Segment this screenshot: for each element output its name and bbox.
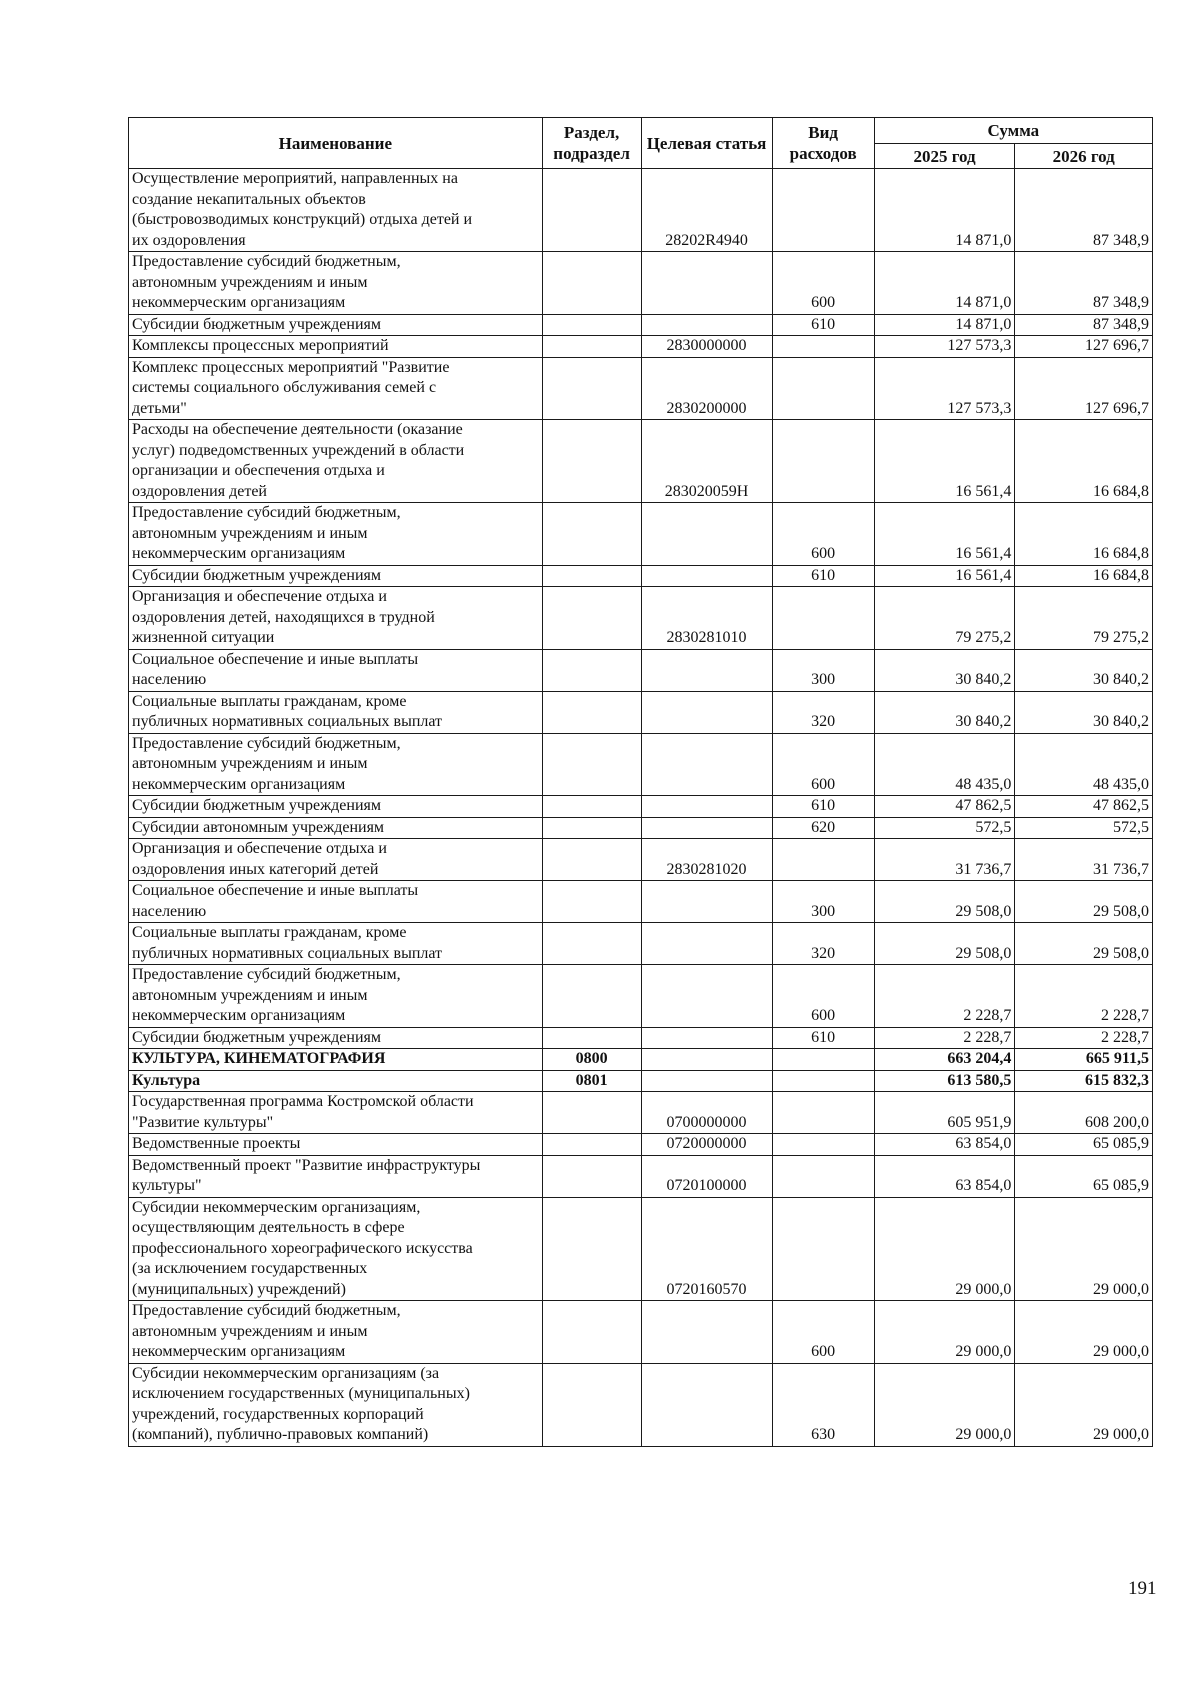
row-section <box>542 587 641 650</box>
row-kind: 320 <box>772 691 874 733</box>
row-sum-2025: 663 204,4 <box>874 1049 1015 1071</box>
row-sum-2026: 2 228,7 <box>1015 965 1153 1028</box>
row-kind: 610 <box>772 1027 874 1049</box>
row-kind <box>772 1134 874 1156</box>
row-sum-2026: 87 348,9 <box>1015 169 1153 252</box>
row-target: 28202R4940 <box>641 169 772 252</box>
row-sum-2026: 615 832,3 <box>1015 1070 1153 1092</box>
row-target <box>641 565 772 587</box>
row-target <box>641 881 772 923</box>
row-sum-2026: 29 000,0 <box>1015 1197 1153 1301</box>
row-name: Субсидии некоммерческим организациям, осуществляющим деятельность в сфере профессионального хореографического искусства (за исключением государственных (муниципальных) учреждений) <box>129 1197 543 1301</box>
row-sum-2025: 29 000,0 <box>874 1301 1015 1364</box>
table-row <box>129 565 1153 587</box>
row-target <box>641 1363 772 1446</box>
table-row <box>129 1134 1153 1156</box>
row-section <box>542 881 641 923</box>
row-name: Расходы на обеспечение деятельности (оказание услуг) подведомственных учреждений в области организации и обеспечения отдыха и оздоровления детей <box>129 420 543 503</box>
row-name: Предоставление субсидий бюджетным, автономным учреждениям и иным некоммерческим организациям <box>129 965 543 1028</box>
row-kind: 600 <box>772 252 874 315</box>
row-sum-2025: 14 871,0 <box>874 314 1015 336</box>
row-name: Ведомственный проект "Развитие инфраструктуры культуры" <box>129 1155 543 1197</box>
row-section <box>542 357 641 420</box>
row-kind: 600 <box>772 965 874 1028</box>
row-section <box>542 336 641 358</box>
row-section <box>542 1197 641 1301</box>
table-row <box>129 733 1153 796</box>
row-sum-2025: 79 275,2 <box>874 587 1015 650</box>
row-section <box>542 796 641 818</box>
row-kind <box>772 587 874 650</box>
row-name: КУЛЬТУРА, КИНЕМАТОГРАФИЯ <box>129 1049 543 1071</box>
row-name: Социальное обеспечение и иные выплаты населению <box>129 649 543 691</box>
row-section <box>542 314 641 336</box>
row-target <box>641 923 772 965</box>
row-section <box>542 252 641 315</box>
row-section <box>542 839 641 881</box>
row-name: Субсидии бюджетным учреждениям <box>129 565 543 587</box>
table-row <box>129 314 1153 336</box>
row-kind: 620 <box>772 817 874 839</box>
row-sum-2025: 127 573,3 <box>874 336 1015 358</box>
header-name: Наименование <box>129 118 543 169</box>
table-row <box>129 923 1153 965</box>
row-target: 0720100000 <box>641 1155 772 1197</box>
budget-table <box>128 117 1153 1447</box>
table-row <box>129 1049 1153 1071</box>
row-kind <box>772 336 874 358</box>
row-sum-2025: 63 854,0 <box>874 1155 1015 1197</box>
row-name: Организация и обеспечение отдыха и оздоровления детей, находящихся в трудной жизненной ситуации <box>129 587 543 650</box>
row-name: Социальные выплаты гражданам, кроме публичных нормативных социальных выплат <box>129 923 543 965</box>
header-sum: Сумма <box>874 118 1152 144</box>
row-name: Социальное обеспечение и иные выплаты населению <box>129 881 543 923</box>
row-sum-2025: 29 508,0 <box>874 881 1015 923</box>
table-row <box>129 691 1153 733</box>
row-target <box>641 503 772 566</box>
row-section <box>542 733 641 796</box>
row-name: Социальные выплаты гражданам, кроме публичных нормативных социальных выплат <box>129 691 543 733</box>
row-sum-2026: 65 085,9 <box>1015 1134 1153 1156</box>
row-section <box>542 1092 641 1134</box>
header-year-2026: 2026 год <box>1015 144 1153 169</box>
row-sum-2026: 127 696,7 <box>1015 357 1153 420</box>
row-target: 0720000000 <box>641 1134 772 1156</box>
row-section <box>542 649 641 691</box>
row-sum-2025: 127 573,3 <box>874 357 1015 420</box>
row-kind <box>772 169 874 252</box>
row-sum-2026: 127 696,7 <box>1015 336 1153 358</box>
row-sum-2025: 29 508,0 <box>874 923 1015 965</box>
row-name: Субсидии автономным учреждениям <box>129 817 543 839</box>
row-sum-2026: 16 684,8 <box>1015 565 1153 587</box>
row-target: 0720160570 <box>641 1197 772 1301</box>
row-kind <box>772 420 874 503</box>
row-sum-2026: 48 435,0 <box>1015 733 1153 796</box>
row-sum-2026: 16 684,8 <box>1015 503 1153 566</box>
row-target: 2830000000 <box>641 336 772 358</box>
row-kind: 300 <box>772 881 874 923</box>
row-kind <box>772 1070 874 1092</box>
row-target <box>641 691 772 733</box>
row-sum-2026: 79 275,2 <box>1015 587 1153 650</box>
row-target: 0700000000 <box>641 1092 772 1134</box>
row-target <box>641 817 772 839</box>
row-sum-2026: 29 508,0 <box>1015 881 1153 923</box>
row-section <box>542 1027 641 1049</box>
row-target <box>641 796 772 818</box>
row-kind: 300 <box>772 649 874 691</box>
row-sum-2025: 2 228,7 <box>874 1027 1015 1049</box>
row-kind <box>772 1197 874 1301</box>
table-row <box>129 1027 1153 1049</box>
row-target: 2830200000 <box>641 357 772 420</box>
row-target <box>641 1049 772 1071</box>
row-name: Культура <box>129 1070 543 1092</box>
row-sum-2026: 29 508,0 <box>1015 923 1153 965</box>
row-kind: 610 <box>772 565 874 587</box>
row-sum-2025: 16 561,4 <box>874 503 1015 566</box>
row-sum-2025: 572,5 <box>874 817 1015 839</box>
row-target <box>641 649 772 691</box>
row-kind: 600 <box>772 1301 874 1364</box>
row-kind <box>772 1049 874 1071</box>
row-sum-2026: 16 684,8 <box>1015 420 1153 503</box>
table-row <box>129 965 1153 1028</box>
row-sum-2025: 48 435,0 <box>874 733 1015 796</box>
table-row <box>129 1155 1153 1197</box>
row-sum-2026: 30 840,2 <box>1015 691 1153 733</box>
row-name: Субсидии бюджетным учреждениям <box>129 1027 543 1049</box>
row-name: Предоставление субсидий бюджетным, автономным учреждениям и иным некоммерческим организациям <box>129 503 543 566</box>
row-section <box>542 169 641 252</box>
table-row <box>129 169 1153 252</box>
row-sum-2025: 16 561,4 <box>874 420 1015 503</box>
row-target <box>641 965 772 1028</box>
row-name: Предоставление субсидий бюджетным, автономным учреждениям и иным некоммерческим организациям <box>129 733 543 796</box>
row-section <box>542 817 641 839</box>
row-section <box>542 503 641 566</box>
row-name: Комплексы процессных мероприятий <box>129 336 543 358</box>
row-name: Организация и обеспечение отдыха и оздоровления иных категорий детей <box>129 839 543 881</box>
table-row <box>129 1070 1153 1092</box>
row-kind: 630 <box>772 1363 874 1446</box>
row-sum-2025: 29 000,0 <box>874 1197 1015 1301</box>
header-year-2025: 2025 год <box>874 144 1015 169</box>
row-section <box>542 1363 641 1446</box>
row-kind <box>772 839 874 881</box>
row-sum-2026: 87 348,9 <box>1015 252 1153 315</box>
row-sum-2025: 30 840,2 <box>874 649 1015 691</box>
row-target <box>641 1027 772 1049</box>
row-sum-2026: 87 348,9 <box>1015 314 1153 336</box>
row-target <box>641 1301 772 1364</box>
row-sum-2026: 608 200,0 <box>1015 1092 1153 1134</box>
row-kind: 600 <box>772 733 874 796</box>
row-name: Субсидии бюджетным учреждениям <box>129 796 543 818</box>
row-section <box>542 1155 641 1197</box>
row-sum-2025: 29 000,0 <box>874 1363 1015 1446</box>
table-row <box>129 649 1153 691</box>
table-row <box>129 252 1153 315</box>
row-sum-2026: 29 000,0 <box>1015 1363 1153 1446</box>
row-kind: 610 <box>772 796 874 818</box>
row-sum-2026: 665 911,5 <box>1015 1049 1153 1071</box>
row-sum-2026: 29 000,0 <box>1015 1301 1153 1364</box>
row-section: 0800 <box>542 1049 641 1071</box>
table-row <box>129 817 1153 839</box>
page-number: 191 <box>1128 1578 1157 1599</box>
table-row <box>129 1301 1153 1364</box>
header-target: Целевая статья <box>641 118 772 169</box>
header-kind: Вид расходов <box>772 118 874 169</box>
row-section <box>542 565 641 587</box>
row-section <box>542 1301 641 1364</box>
row-kind: 610 <box>772 314 874 336</box>
row-sum-2025: 31 736,7 <box>874 839 1015 881</box>
row-name: Субсидии бюджетным учреждениям <box>129 314 543 336</box>
row-sum-2025: 14 871,0 <box>874 252 1015 315</box>
row-kind: 600 <box>772 503 874 566</box>
table-header <box>129 118 1153 169</box>
row-name: Предоставление субсидий бюджетным, автономным учреждениям и иным некоммерческим организациям <box>129 252 543 315</box>
row-sum-2025: 2 228,7 <box>874 965 1015 1028</box>
row-sum-2025: 30 840,2 <box>874 691 1015 733</box>
row-sum-2025: 613 580,5 <box>874 1070 1015 1092</box>
table-row <box>129 796 1153 818</box>
row-sum-2025: 16 561,4 <box>874 565 1015 587</box>
row-sum-2025: 605 951,9 <box>874 1092 1015 1134</box>
table-row <box>129 1092 1153 1134</box>
row-name: Комплекс процессных мероприятий "Развитие системы социального обслуживания семей с детьми" <box>129 357 543 420</box>
row-sum-2026: 31 736,7 <box>1015 839 1153 881</box>
row-section <box>542 923 641 965</box>
row-section <box>542 691 641 733</box>
row-kind <box>772 357 874 420</box>
table-body <box>129 169 1153 1447</box>
row-section <box>542 1134 641 1156</box>
row-target <box>641 314 772 336</box>
row-target <box>641 733 772 796</box>
header-section: Раздел, подраздел <box>542 118 641 169</box>
row-sum-2026: 30 840,2 <box>1015 649 1153 691</box>
row-kind <box>772 1092 874 1134</box>
row-sum-2026: 572,5 <box>1015 817 1153 839</box>
row-section: 0801 <box>542 1070 641 1092</box>
table-row <box>129 357 1153 420</box>
table-row <box>129 503 1153 566</box>
row-sum-2025: 14 871,0 <box>874 169 1015 252</box>
row-sum-2026: 2 228,7 <box>1015 1027 1153 1049</box>
table-row <box>129 420 1153 503</box>
row-target: 2830281020 <box>641 839 772 881</box>
table-row <box>129 839 1153 881</box>
table-row <box>129 587 1153 650</box>
row-sum-2026: 47 862,5 <box>1015 796 1153 818</box>
row-target <box>641 1070 772 1092</box>
row-name: Осуществление мероприятий, направленных на создание некапитальных объектов (быстровозводимых конструкций) отдыха детей и их оздоровления <box>129 169 543 252</box>
row-target: 283020059Н <box>641 420 772 503</box>
table-row <box>129 881 1153 923</box>
table-row <box>129 336 1153 358</box>
row-name: Ведомственные проекты <box>129 1134 543 1156</box>
row-section <box>542 420 641 503</box>
row-sum-2025: 47 862,5 <box>874 796 1015 818</box>
row-target: 2830281010 <box>641 587 772 650</box>
table-row <box>129 1363 1153 1446</box>
row-section <box>542 965 641 1028</box>
table-row <box>129 1197 1153 1301</box>
row-kind <box>772 1155 874 1197</box>
row-kind: 320 <box>772 923 874 965</box>
row-name: Государственная программа Костромской области "Развитие культуры" <box>129 1092 543 1134</box>
row-name: Предоставление субсидий бюджетным, автономным учреждениям и иным некоммерческим организациям <box>129 1301 543 1364</box>
row-name: Субсидии некоммерческим организациям (за исключением государственных (муниципальных) учреждений, государственных корпораций (компаний), публично-правовых компаний) <box>129 1363 543 1446</box>
row-target <box>641 252 772 315</box>
row-sum-2026: 65 085,9 <box>1015 1155 1153 1197</box>
row-sum-2025: 63 854,0 <box>874 1134 1015 1156</box>
